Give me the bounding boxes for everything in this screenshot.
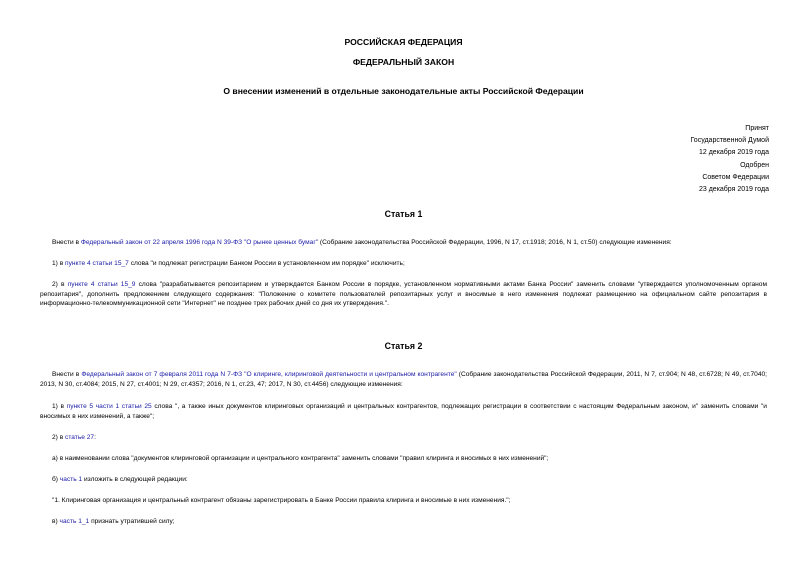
article-2-sub-a: а) в наименовании слова "документов клиринговой организации и центрального контрагента" заменить словами "правил клиринга и вносимых в них изменений"; (52, 455, 549, 462)
law-link[interactable]: Федеральный закон от 22 апреля 1996 года N 39-ФЗ "О рынке ценных бумаг" (80, 239, 319, 246)
acceptance-line: Одобрен (740, 161, 769, 169)
acceptance-line: Государственной Думой (690, 137, 769, 145)
law-title: О внесении изменений в отдельные законодательные акты Российской Федерации (223, 86, 584, 96)
acceptance-line: Советом Федерации (702, 173, 769, 181)
clause-link[interactable]: пункте 4 статьи 15_9 (67, 281, 136, 288)
acceptance-line: Принят (745, 125, 769, 132)
article-1-intro: Внести в Федеральный закон от 22 апреля 1996 года N 39-ФЗ "О рынке ценных бумаг" (Собрание законодательства Российской Федерации, 1996, N 17, ст.1918; 2016, N 1, ст.50) следующие изменения: (52, 239, 672, 246)
article-2-intro: Внести в Федеральный закон от 7 февраля 2011 года N 7-ФЗ "О клиринге, клиринговой деятельности и центральном контрагенте" (Собрание законодательства Российской Федерации, 2011, N 7, ст.904; N 48, ст.6728; N 49, ст.7040; 2013, N 30, ст.4084; 2015, N 27, ст.4001; N 29, ст.4357; 2016, N 1, ст.23, 47; 2017, N 30, ст.4456) следующие изменения: (40, 371, 767, 388)
law-type-heading: ФЕДЕРАЛЬНЫЙ ЗАКОН (352, 57, 455, 67)
acceptance-line: 23 декабря 2019 года (698, 186, 769, 194)
clause-link[interactable]: пункте 4 статьи 15_7 (65, 260, 129, 267)
article-2-item-1: 1) в пункте 5 части 1 статьи 25 слова ", а также иных документов клиринговых организаций и центральных контрагентов, подлежащих регистрации в соответствии с настоящим Федеральным законом, и" заменить словами "и вносимых в них изменений, а также"; (40, 403, 767, 420)
article-2-sub-b: б) часть 1 изложить в следующей редакции: (52, 476, 188, 483)
article-2-heading: Статья 2 (384, 341, 423, 351)
article-1-item-2: 2) в пункте 4 статьи 15_9 слова "разрабатывается репозитарием и утверждается Банком России в порядке, установленном нормативными актами Банка России" заменить словами "утверждается уполномоченным органом репозитария", дополнить предложением следующего содержания: "Положение о комитете пользователей репозитарных услуг и вносимые в него изменения подлежат размещению на официальном сайте репозитария в информационно-телекоммуникационной сети "Интернет" не позднее трех рабочих дней со дня их утверждения.". (40, 281, 768, 308)
article-2-item-2: 2) в статье 27: (52, 434, 96, 441)
article-1-heading: Статья 1 (384, 209, 423, 219)
acceptance-block (690, 123, 769, 196)
article-2-sub-v: в) часть 1_1 признать утратившей силу; (52, 518, 175, 525)
clause-link[interactable]: пункте 5 части 1 статьи 25 (66, 403, 152, 410)
clause-link[interactable]: часть 1 (59, 476, 83, 483)
law-link[interactable]: Федеральный закон от 7 февраля 2011 года N 7-ФЗ "О клиринге, клиринговой деятельности и центральном контрагенте" (81, 371, 457, 378)
acceptance-line: 12 декабря 2019 года (698, 149, 769, 157)
clause-link[interactable]: часть 1_1 (59, 518, 90, 525)
article-2-quote: "1. Клиринговая организация и центральный контрагент обязаны зарегистрировать в Банке России правила клиринга и вносимые в них изменения."; (52, 497, 511, 504)
country-heading: РОССИЙСКАЯ ФЕДЕРАЦИЯ (344, 37, 463, 47)
clause-link[interactable]: статье 27 (65, 434, 95, 441)
article-1-item-1: 1) в пункте 4 статьи 15_7 слова "и подлежат регистрации Банком России в установленном им порядке" исключить; (52, 260, 405, 267)
